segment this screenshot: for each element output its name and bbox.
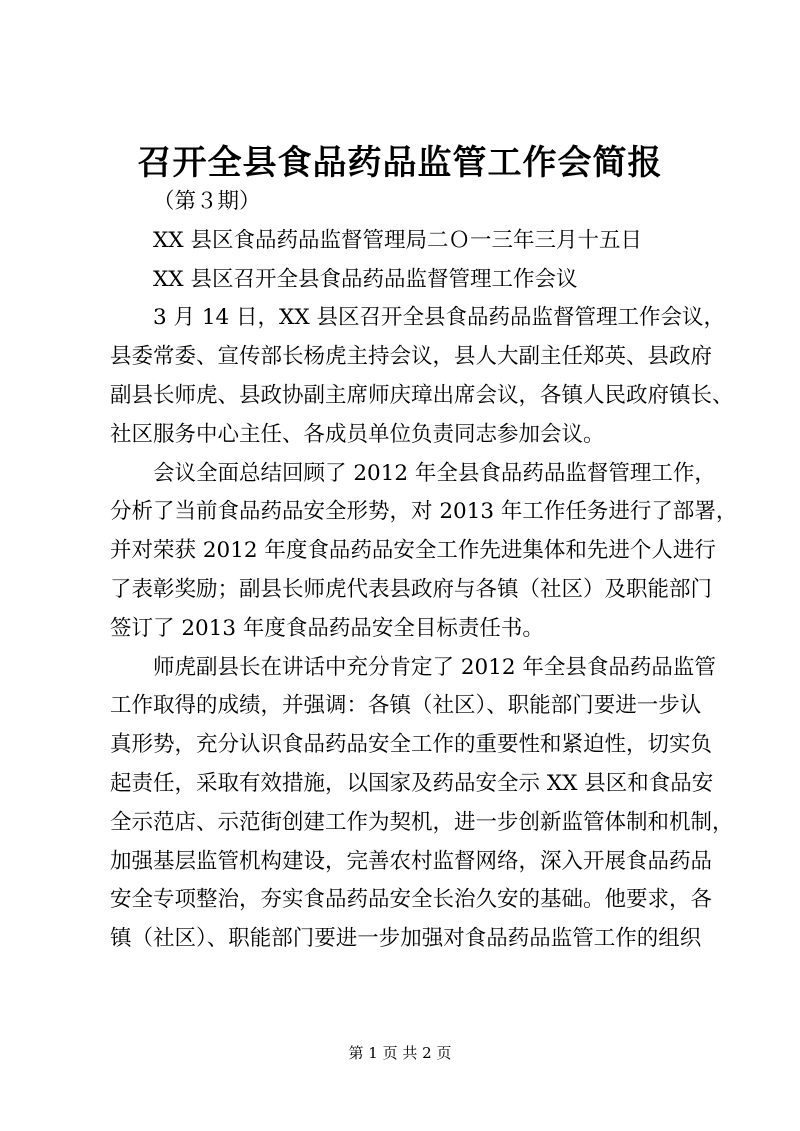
paragraph-line: 并对荣获 2012 年度食品药品安全工作先进集体和先进个人进行 — [110, 538, 716, 564]
issuer-date-line: XX 县区食品药品监督管理局二Ｏ一三年三月十五日 — [153, 227, 642, 253]
paragraph-line: 工作取得的成绩，并强调：各镇（社区）、职能部门要进一步认 — [110, 693, 702, 719]
paragraph-line: 师虎副县长在讲话中充分肯定了 2012 年全县食品药品监管 — [153, 654, 716, 680]
paragraph-line: 3 月 14 日，XX 县区召开全县食品药品监督管理工作会议， — [153, 305, 725, 331]
paragraph-line: 全示范店、示范街创建工作为契机，进一步创新监管体制和机制， — [110, 809, 734, 835]
paragraph-1 — [110, 299, 734, 454]
paragraph-line: 签订了 2013 年度食品药品安全目标责任书。 — [110, 615, 544, 641]
paragraph-line: 安全专项整治，夯实食品药品安全长治久安的基础。他要求，各 — [110, 887, 713, 913]
paragraph-line: 真形势，充分认识食品药品安全工作的重要性和紧迫性，切实负 — [110, 732, 713, 758]
paragraph-3 — [110, 649, 734, 959]
paragraph-line: 镇（社区）、职能部门要进一步加强对食品药品监管工作的组织 — [110, 926, 702, 952]
paragraph-line: 起责任，采取有效措施，以国家及药品安全示 XX 县区和食品安 — [110, 770, 714, 796]
paragraph-line: 副县长师虎、县政协副主席师庆璋出席会议，各镇人民政府镇长、 — [110, 382, 734, 408]
paragraph-line: 社区服务中心主任、各成员单位负责同志参加会议。 — [110, 421, 605, 447]
issue-number: （第３期） — [153, 189, 261, 214]
page-footer: 第 1 页 共 2 页 — [348, 1044, 452, 1062]
paragraph-2 — [110, 455, 738, 649]
paragraph-line: 会议全面总结回顾了 2012 年全县食品药品监督管理工作， — [153, 460, 716, 486]
headline: XX 县区召开全县食品药品监督管理工作会议 — [153, 266, 578, 292]
paragraph-line: 县委常委、宣传部长杨虎主持会议，县人大副主任郑英、县政府 — [110, 344, 713, 370]
paragraph-line: 分析了当前食品药品安全形势，对 2013 年工作任务进行了部署， — [110, 499, 738, 525]
paragraph-line: 了表彰奖励；副县长师虎代表县政府与各镇（社区）及职能部门 — [110, 576, 713, 602]
document-title: 召开全县食品药品监管工作会简报 — [137, 143, 663, 183]
document-body — [110, 183, 738, 959]
paragraph-line: 加强基层监管机构建设，完善农村监督网络，深入开展食品药品 — [110, 848, 713, 874]
